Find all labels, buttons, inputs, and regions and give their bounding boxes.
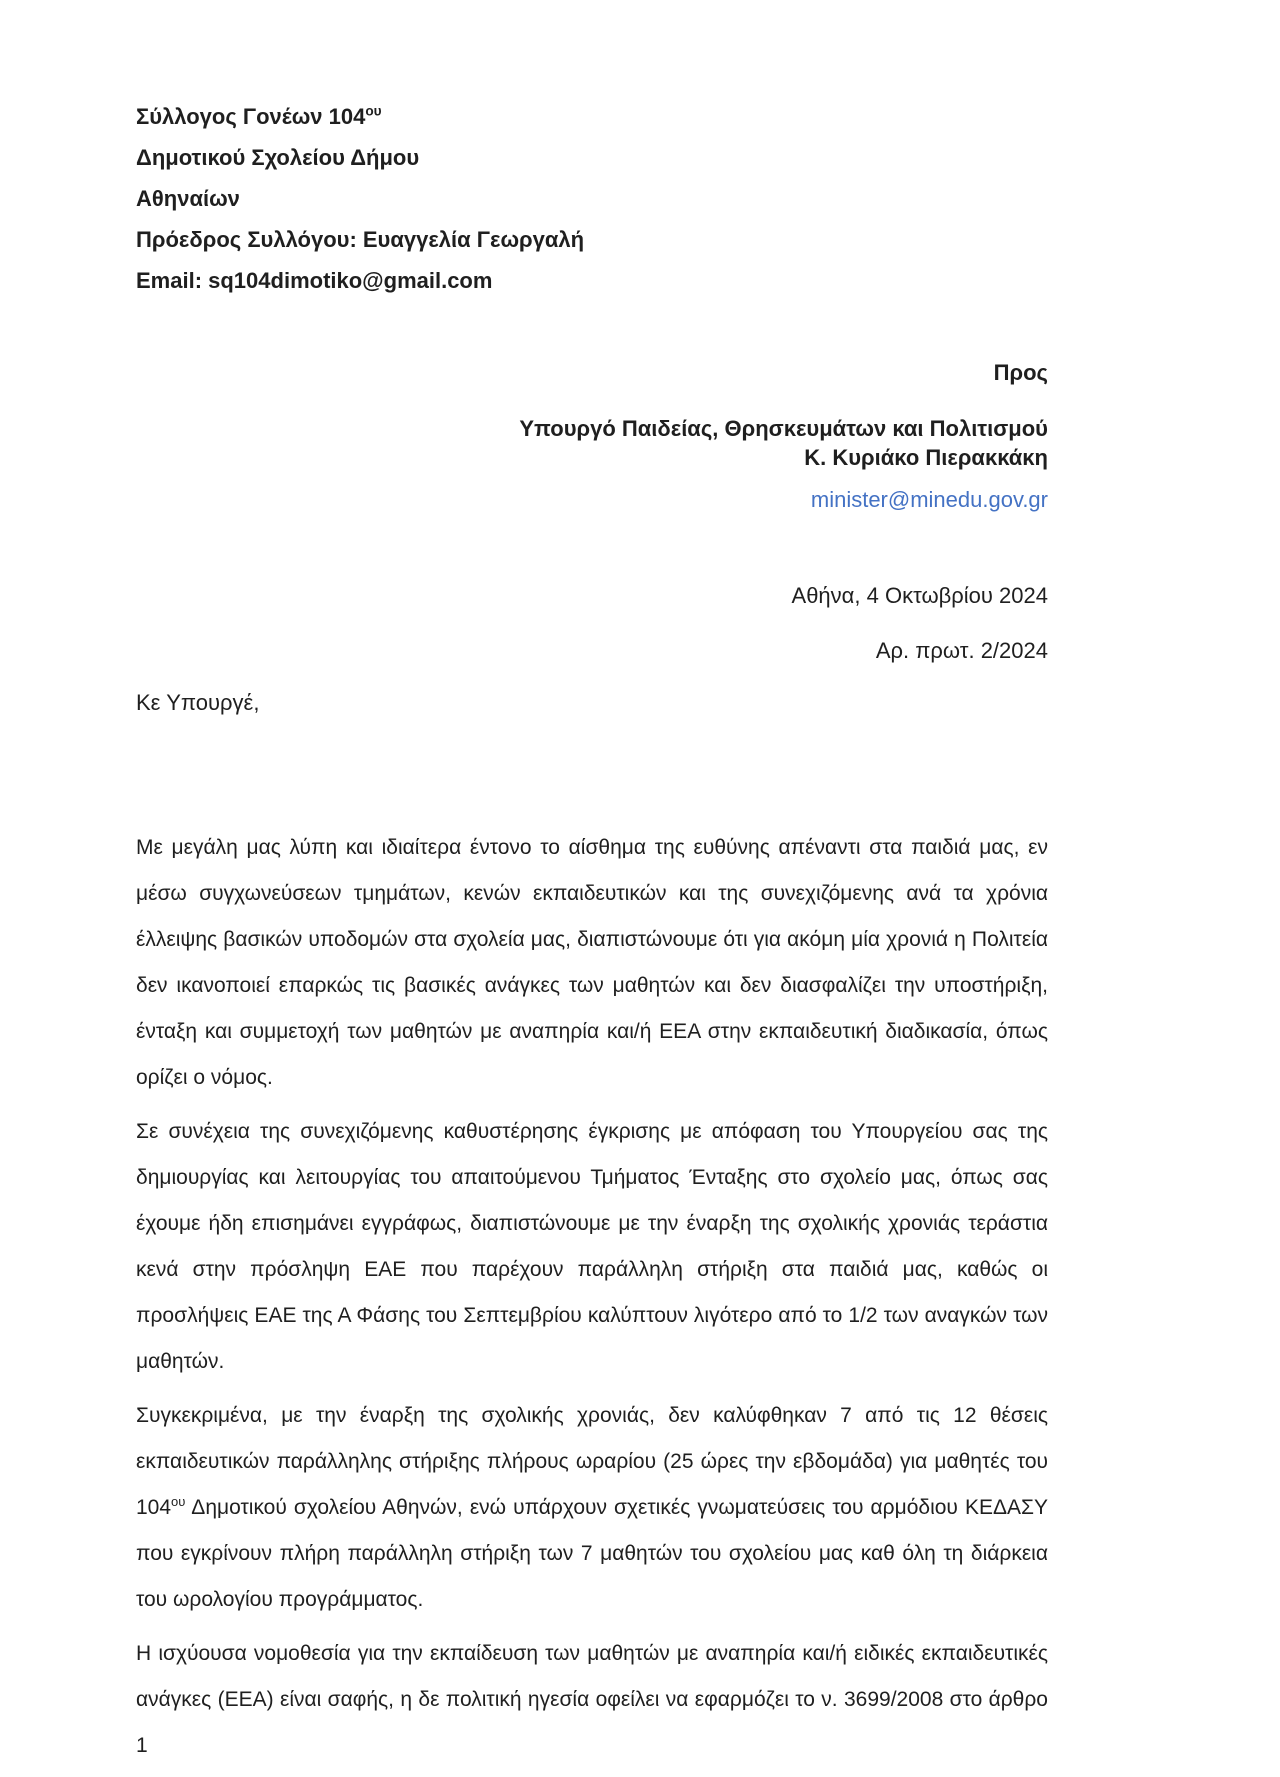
salutation: Κε Υπουργέ, <box>136 690 260 715</box>
body-paragraph-3-after-sup: Δημοτικού σχολείου Αθηνών, ενώ υπάρχουν σχετικές γνωματεύσεις του αρμόδιου ΚΕΔΑΣΥ που εγκρίνουν πλήρη παράλληλη στήριξη των 7 μαθητών του σχολείου μας καθ όλη τη διάρκεια του ωρολογίου προγράμματος. <box>136 1496 1048 1611</box>
body-paragraph-3 <box>136 1393 1048 1623</box>
place-date-line: Αθήνα, 4 Οκτωβρίου 2024 <box>791 583 1048 608</box>
letter-content <box>136 0 1048 1777</box>
sender-org-line3: Αθηναίων <box>136 186 240 211</box>
recipient-email-link[interactable]: minister@minedu.gov.gr <box>810 487 1048 512</box>
body-paragraph-3-before-sup: Συγκεκριμένα, με την έναρξη της σχολικής χρονιάς, δεν καλύφθηκαν 7 από τις 12 θέσεις εκπαιδευτικών παράλληλης στήριξης πλήρους ωραρίου (25 ώρες την εβδομάδα) για μαθητές του 104 <box>136 1404 1048 1519</box>
body-paragraph-4: Η ισχύουσα νομοθεσία για την εκπαίδευση των μαθητών με αναπηρία και/ή ειδικές εκπαιδευτικές ανάγκες (ΕΕΑ) είναι σαφής, η δε πολιτική ηγεσία οφείλει να εφαρμόζει το ν. 3699/2008 στο άρθρο 1 <box>136 1642 1048 1757</box>
sender-block <box>136 0 1048 301</box>
letter-body <box>136 825 1048 1769</box>
recipient-block <box>136 414 1048 472</box>
recipient-title: Υπουργό Παιδείας, Θρησκευμάτων και Πολιτισμού <box>519 416 1048 441</box>
body-paragraph-2: Σε συνέχεια της συνεχιζόμενης καθυστέρησης έγκρισης με απόφαση του Υπουργείου σας της δημιουργίας και λειτουργίας του απαιτούμενου Τμήματος Ένταξης στο σχολείο μας, όπως σας έχουμε ήδη επισημάνει εγγράφως, διαπιστώνουμε με την έναρξη της σχολικής χρονιάς τεράστια κενά στην πρόσληψη ΕΑΕ που παρέχουν παράλληλη στήριξη στα παιδιά μας, καθώς οι προσλήψεις ΕΑΕ της Α Φάσης του Σεπτεμβρίου καλύπτουν λιγότερο από το 1/2 των αναγκών των μαθητών. <box>136 1120 1048 1373</box>
sender-president-line: Πρόεδρος Συλλόγου: Ευαγγελία Γεωργαλή <box>136 227 585 252</box>
recipient-email-line <box>136 485 1048 514</box>
sender-org-prefix: Σύλλογος Γονέων 104 <box>136 104 366 129</box>
recipient-name: Κ. Κυριάκο Πιερακκάκη <box>804 445 1048 470</box>
body-paragraph-3-ordinal-suffix: ου <box>171 1494 186 1509</box>
recipient-to-label: Προς <box>993 360 1048 385</box>
sender-org-line2: Δημοτικού Σχολείου Δήμου <box>136 145 420 170</box>
body-paragraph-1: Με μεγάλη μας λύπη και ιδιαίτερα έντονο το αίσθημα της ευθύνης απέναντι στα παιδιά μας, εν μέσω συγχωνεύσεων τμημάτων, κενών εκπαιδευτικών και της συνεχιζόμενης ανά τα χρόνια έλλειψης βασικών υποδομών στα σχολεία μας, διαπιστώνουμε ότι για ακόμη μία χρονιά η Πολιτεία δεν ικανοποιεί επαρκώς τις βασικές ανάγκες των μαθητών και δεν διασφαλίζει την υποστήριξη, ένταξη και συμμετοχή των μαθητών με αναπηρία και/ή ΕΕΑ στην εκπαιδευτική διαδικασία, όπως ορίζει ο νόμος. <box>136 836 1048 1089</box>
protocol-number-line: Αρ. πρωτ. 2/2024 <box>875 638 1048 663</box>
sender-email-line: Email: sq104dimotiko@gmail.com <box>136 268 493 293</box>
sender-org-ordinal-suffix: ου <box>365 103 382 119</box>
sender-org-line1 <box>136 96 1048 137</box>
